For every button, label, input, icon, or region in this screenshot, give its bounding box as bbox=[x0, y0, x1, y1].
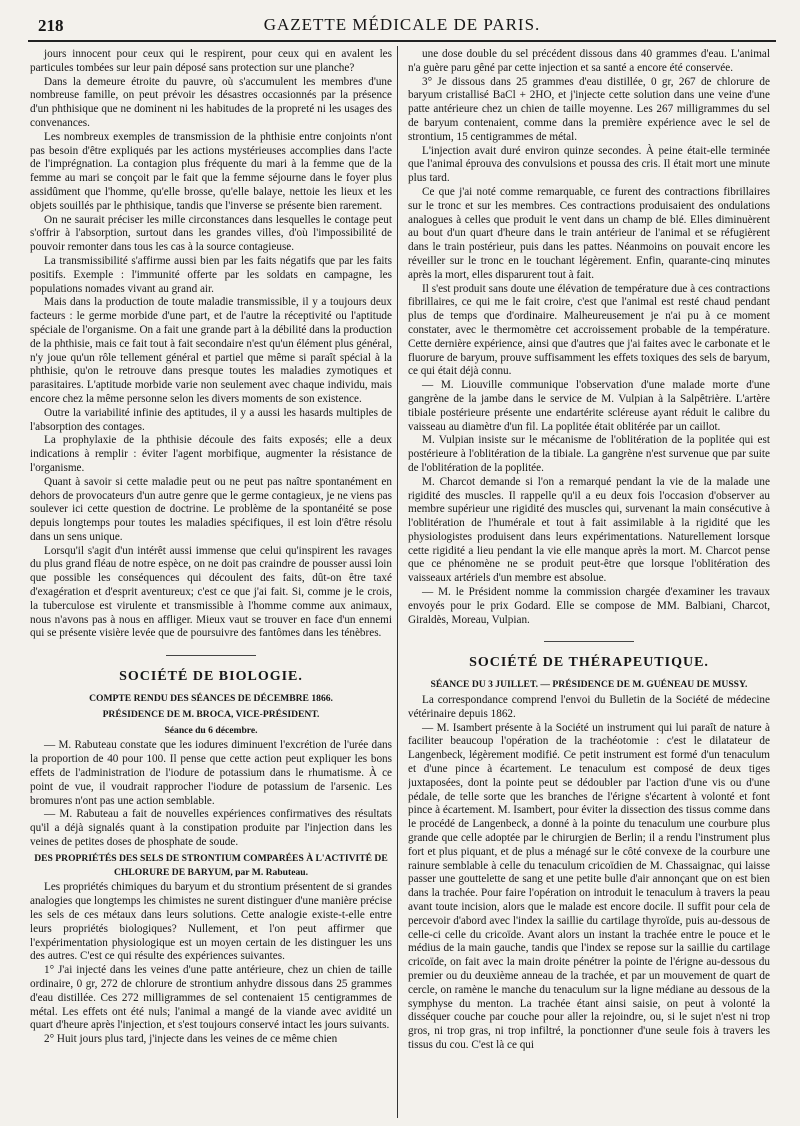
paragraph: L'injection avait duré environ quinze secondes. À peine était-elle terminée que l'animal éprouva des convulsions et poussa des cris. Il était mort une minute plus tard. bbox=[408, 144, 770, 185]
paragraph: — M. Rabuteau constate que les iodures diminuent l'excrétion de l'urée dans la proportion de 40 pour 100. Il pense que cette action peut expliquer les bons effets de l'administration de l'iodure de potassium dans le rhumatisme. À ce point de vue, il voudrait rapprocher l'iodure de potassium de l'arsenic. Les bromures n'ont pas une action semblable. bbox=[30, 739, 392, 807]
paragraph: La prophylaxie de la phthisie découle des faits exposés; elle a deux indications à remplir : éviter l'agent morbifique, augmenter la résistance de l'organisme. bbox=[30, 434, 392, 474]
section-title: SOCIÉTÉ DE BIOLOGIE. bbox=[119, 669, 303, 685]
section-separator bbox=[544, 641, 634, 642]
section-separator bbox=[166, 655, 256, 656]
paragraph: Les propriétés chimiques du baryum et du strontium présentent de si grandes analogies que longtemps les chimistes ne surent distinguer d'une manière précise les sels de ces métaux dans leurs solutions. Cette analogie existe-t-elle entre leurs propriétés biologiques? Nullement, et l'on peut affirmer que l'expérimentation physiologique est un moyen certain de les distinguer les uns des autres. C'est ce qui résulte des expériences suivantes. bbox=[30, 881, 392, 963]
paragraph: 2° Huit jours plus tard, j'injecte dans les veines de ce même chien bbox=[44, 1033, 338, 1046]
paragraph: — M. Isambert présente à la Société un instrument qui lui paraît de nature à faciliter beaucoup l'opération de la trachéotomie : c'est le dilatateur de Langenbeck, légèrement modifié. Ce petit instrument est formé d'un tenaculum et d'une pince à écartement. Le tenaculum est composé de deux tiges juxtaposées, dont la pointe peut se dédoubler par l'action d'une vis ou d'une pédale, de telle sorte que les branches de l'érigne s'écartent à volonté et font pince à écartement. M. Isambert, pour éviter la dissection des tissus comme dans le procédé de Langenbeck, a donné à la pointe du tenaculum une courbure plus grande que celle adoptée par le chirurgien de Berlin; il a rendu l'instrument plus fort et plus piquant, et de plus a ménagé sur le côté convexe de la courbure une rainure semblable à celle du tenaculum cricoïdien de M. Chassaignac, qui laisse passer une gouttelette de sang et une petite bulle d'air annonçant que on est bien dans la trachée. Pour faire l'opération on introduit le tenaculum à travers la peau avant toute incision, alors que le malade est encore docile. Il suffit pour cela de percevoir d'abord avec l'index la saillie du cartilage thyroïde, puis au-dessous de celle-ci celle du cricoïde. Avant alors un instant la trachée entre le pouce et le médius de la main gauche, tandis que l'index se repose sur la saillie du cartilage cricoïde, on fait avec la main droite pénétrer la pointe de l'érigne au-dessous du premier ou du deuxième anneau de la trachée, et par un mouvement de quart de cercle, on ramène le manche du tenaculum sur la ligne médiane au dessous de la symphyse du menton. La trachée étant ainsi saisie, on peut à volonté la disséquer couche par couche pour aller la rejoindre, ou, si le sujet n'est ni trop gros, ni trop gras, ni trop infiltré, la ponctionner d'une seule fois à travers les tissus du cou. C'est là ce qui bbox=[408, 721, 770, 1051]
subsection-heading: DES PROPRIÉTÉS DES SELS DE STRONTIUM COMPARÉES À L'ACTIVITÉ DE CHLORURE DE BARYUM, par M. Rabuteau. bbox=[34, 852, 388, 878]
paragraph: — M. Liouville communique l'observation d'une malade morte d'une gangrène de la jambe dans le service de M. Vulpian à la Salpêtrière. L'artère tibiale postérieure présente une endartérite scléreuse ayant réduit le calibre du vaisseau au diamètre d'un fil. La poplitée était oblitérée par un caillot. bbox=[408, 379, 770, 433]
page-header bbox=[28, 10, 776, 42]
paragraph: On ne saurait préciser les mille circonstances dans lesquelles le contage peut s'offrir à l'absorption, surtout dans les grandes villes, d'où l'impossibilité de pouvoir remonter dans tous les cas à la source contagieuse. bbox=[30, 213, 392, 254]
paragraph: Dans la demeure étroite du pauvre, où s'accumulent les membres d'une nombreuse famille, on peut prévoir les désastres occasionnés par la présence d'un phthisique que ne dominent ni les habitudes de la propreté ni les usages des convenances. bbox=[30, 75, 392, 129]
paragraph: Il s'est produit sans doute une élévation de température due à ces contractions fibrillaires, ce qui me le fait croire, c'est que l'animal est resté chaud pendant plus de temps que d'ordinaire. Malheureusement je n'ai pu à ce moment constater, avec le thermomètre cet accroissement probable de la température. Cette dernière expérience, ainsi que d'autres que j'ai faites avec le carbonate et le fluorure de baryum, prouve suffisamment les effets toxiques des sels de baryum, ce qui était déjà connu. bbox=[408, 282, 770, 378]
right-column bbox=[408, 48, 770, 1118]
paragraph: La transmissibilité s'affirme aussi bien par les faits négatifs que par les faits positifs. Exemple : l'immunité offerte par les soldats en campagne, les populations nomades vivant au grand air. bbox=[30, 254, 392, 295]
paragraph: Quant à savoir si cette maladie peut ou ne peut pas naître spontanément en dehors de provocateurs d'un autre genre que le germe contagieux, je ne viens pas soulever ici cette question de doctrine. Le problème de la spontanéité se pose depuis longtemps pour toutes les maladies spécifiques, il est loin d'être résolu dans un sens unique. bbox=[30, 475, 392, 543]
page-number: 218 bbox=[38, 16, 64, 35]
paragraph: Mais dans la production de toute maladie transmissible, il y a toujours deux facteurs : le germe morbide d'une part, et de l'autre la réceptivité ou l'aptitude spéciale de l'organisme. On a fait une grande part à la débilité dans la production de la phthisie, mais ce fait tout à fait secondaire n'est qu'un élément plus général, n'y joue qu'un rôle tellement général et partiel que même si paraît spécial à la phthisie, qu'on le retrouve dans presque toutes les maladies zymotiques et parasitaires. L'aptitude morbide varie non seulement avec chaque individu, mais encore chez la même personne selon les divers moments de son existence. bbox=[30, 296, 392, 405]
left-column bbox=[30, 48, 392, 1118]
section-subtitle: COMPTE RENDU DES SÉANCES DE DÉCEMBRE 1866. bbox=[89, 693, 333, 705]
paragraph: La correspondance comprend l'envoi du Bulletin de la Société de médecine vétérinaire depuis 1862. bbox=[408, 694, 770, 720]
paragraph: jours innocent pour ceux qui le respirent, pour ceux qui en avalent les particules tombées sur leur pain déposé sans protection sur une planche? bbox=[30, 48, 392, 74]
section-subtitle: SÉANCE DU 3 JUILLET. — PRÉSIDENCE DE M. GUÉNEAU DE MUSSY. bbox=[430, 679, 748, 691]
paragraph: — M. Rabuteau a fait de nouvelles expériences confirmatives des résultats qu'il a déjà signalés quant à la constipation produite par l'injection dans les veines de petites doses de phosphate de soude. bbox=[30, 808, 392, 849]
paragraph: Lorsqu'il s'agit d'un intérêt aussi immense que celui qu'inspirent les ravages du plus grand fléau de notre espèce, on ne doit pas craindre de pousser aussi loin que possible les conséquences qui découlent des faits, dût-on être taxé d'exagération et d'esprit aventureux; c'est ce que j'ai fait. Si, comme je le crois, la tuberculose est virulente et transmissible à l'homme comme aux animaux, nous n'avons pas à nous en affliger. Mieux vaut se trouver en face d'un ennemi qui se présente visière levée que de poursuivre des fantômes dans les ténèbres. bbox=[30, 544, 392, 640]
paragraph: M. Charcot demande si l'on a remarqué pendant la vie de la malade une rigidité des muscles. Il rappelle qu'il a eu deux fois l'occasion d'observer au membre supérieur une rigidité des muscles qui, survenant la main consécutive à l'oblitération de l'humérale et tout à fait assimilable à la rigidité que les physiologistes produisent dans leurs expérimentations. Naturellement lorsque cette rigidité a lieu pendant la vie elle manque après la mort. M. Charcot pense que ce phénomène ne se produit peut-être que lorsque l'oblitération des vaisseaux artériels d'un membre est absolue. bbox=[408, 475, 770, 585]
paragraph: Ce que j'ai noté comme remarquable, ce furent des contractions fibrillaires sur le tronc et sur les membres. Ces contractions produisaient des ondulations analogues à celles que produit le vent dans un champ de blé. Elles diminuèrent au bout d'un quart d'heure dans le train antérieur de l'animal et se réfugièrent dans le train postérieur, puis dans les pattes. Néanmoins on pouvait encore les réveiller sur le tronc en le touchant légèrement. Enfin, quarante-cinq minutes après la mort, elles disparurent tout à fait. bbox=[408, 185, 770, 281]
paragraph: Les nombreux exemples de transmission de la phthisie entre conjoints n'ont pas besoin d'être expliqués par les actions mystérieuses accomplies dans l'acte de l'imprégnation. La contagion plus fréquente du mari à la femme que de la femme au mari se conçoit par le fait que la femme séjourne dans le foyer plus assidûment que l'homme, qu'elle brosse, qu'elle balaye, nettoie les lieux et les objets souillés par le phthisique, tandis que l'inverse se présente bien rarement. bbox=[30, 130, 392, 212]
paragraph: M. Vulpian insiste sur le mécanisme de l'oblitération de la poplitée qui est postérieure à l'oblitération de la tibiale. La gangrène n'est survenue que par suite de l'oblitération de la poplitée. bbox=[408, 434, 770, 474]
paragraph: 1° J'ai injecté dans les veines d'une patte antérieure, chez un chien de taille ordinaire, 0 gr, 272 de chlorure de strontium anhydre dissous dans 25 grammes d'eau distillée. Ces 272 milligrammes de sel contenaient 15 centigrammes de métal. Les effets ont été nuls; l'animal a mangé de la viande avec avidité un quart d'heure après l'injection, et s'est toujours conservé intact les jours suivants. bbox=[30, 964, 392, 1032]
column-divider bbox=[397, 46, 398, 1118]
paragraph: — M. le Président nomme la commission chargée d'examiner les travaux envoyés pour le prix Godard. Elle se compose de MM. Balbiani, Charcot, Giraldès, Moreau, Vulpian. bbox=[408, 586, 770, 626]
journal-title: GAZETTE MÉDICALE DE PARIS. bbox=[263, 15, 541, 34]
session-date: Séance du 6 décembre. bbox=[164, 724, 258, 736]
paragraph: 3° Je dissous dans 25 grammes d'eau distillée, 0 gr, 267 de chlorure de baryum cristallisé BaCl + 2HO, et j'injecte cette solution dans une veine d'une patte antérieure chez un chien de taille moyenne. Les 267 milligrammes du sel de baryum contenaient, comme dans la première expérience avec le sel de strontium, 15 centigrammes de métal. bbox=[408, 75, 770, 143]
section-title: SOCIÉTÉ DE THÉRAPEUTIQUE. bbox=[469, 655, 709, 671]
paragraph: Outre la variabilité infinie des aptitudes, il y a aussi les hasards multiples de l'absorption des contages. bbox=[30, 406, 392, 433]
paragraph: une dose double du sel précédent dissous dans 40 grammes d'eau. L'animal n'a guère paru gêné par cette injection et sa santé a encore été conservée. bbox=[408, 48, 770, 74]
section-presidency: PRÉSIDENCE DE M. BROCA, VICE-PRÉSIDENT. bbox=[102, 708, 320, 720]
